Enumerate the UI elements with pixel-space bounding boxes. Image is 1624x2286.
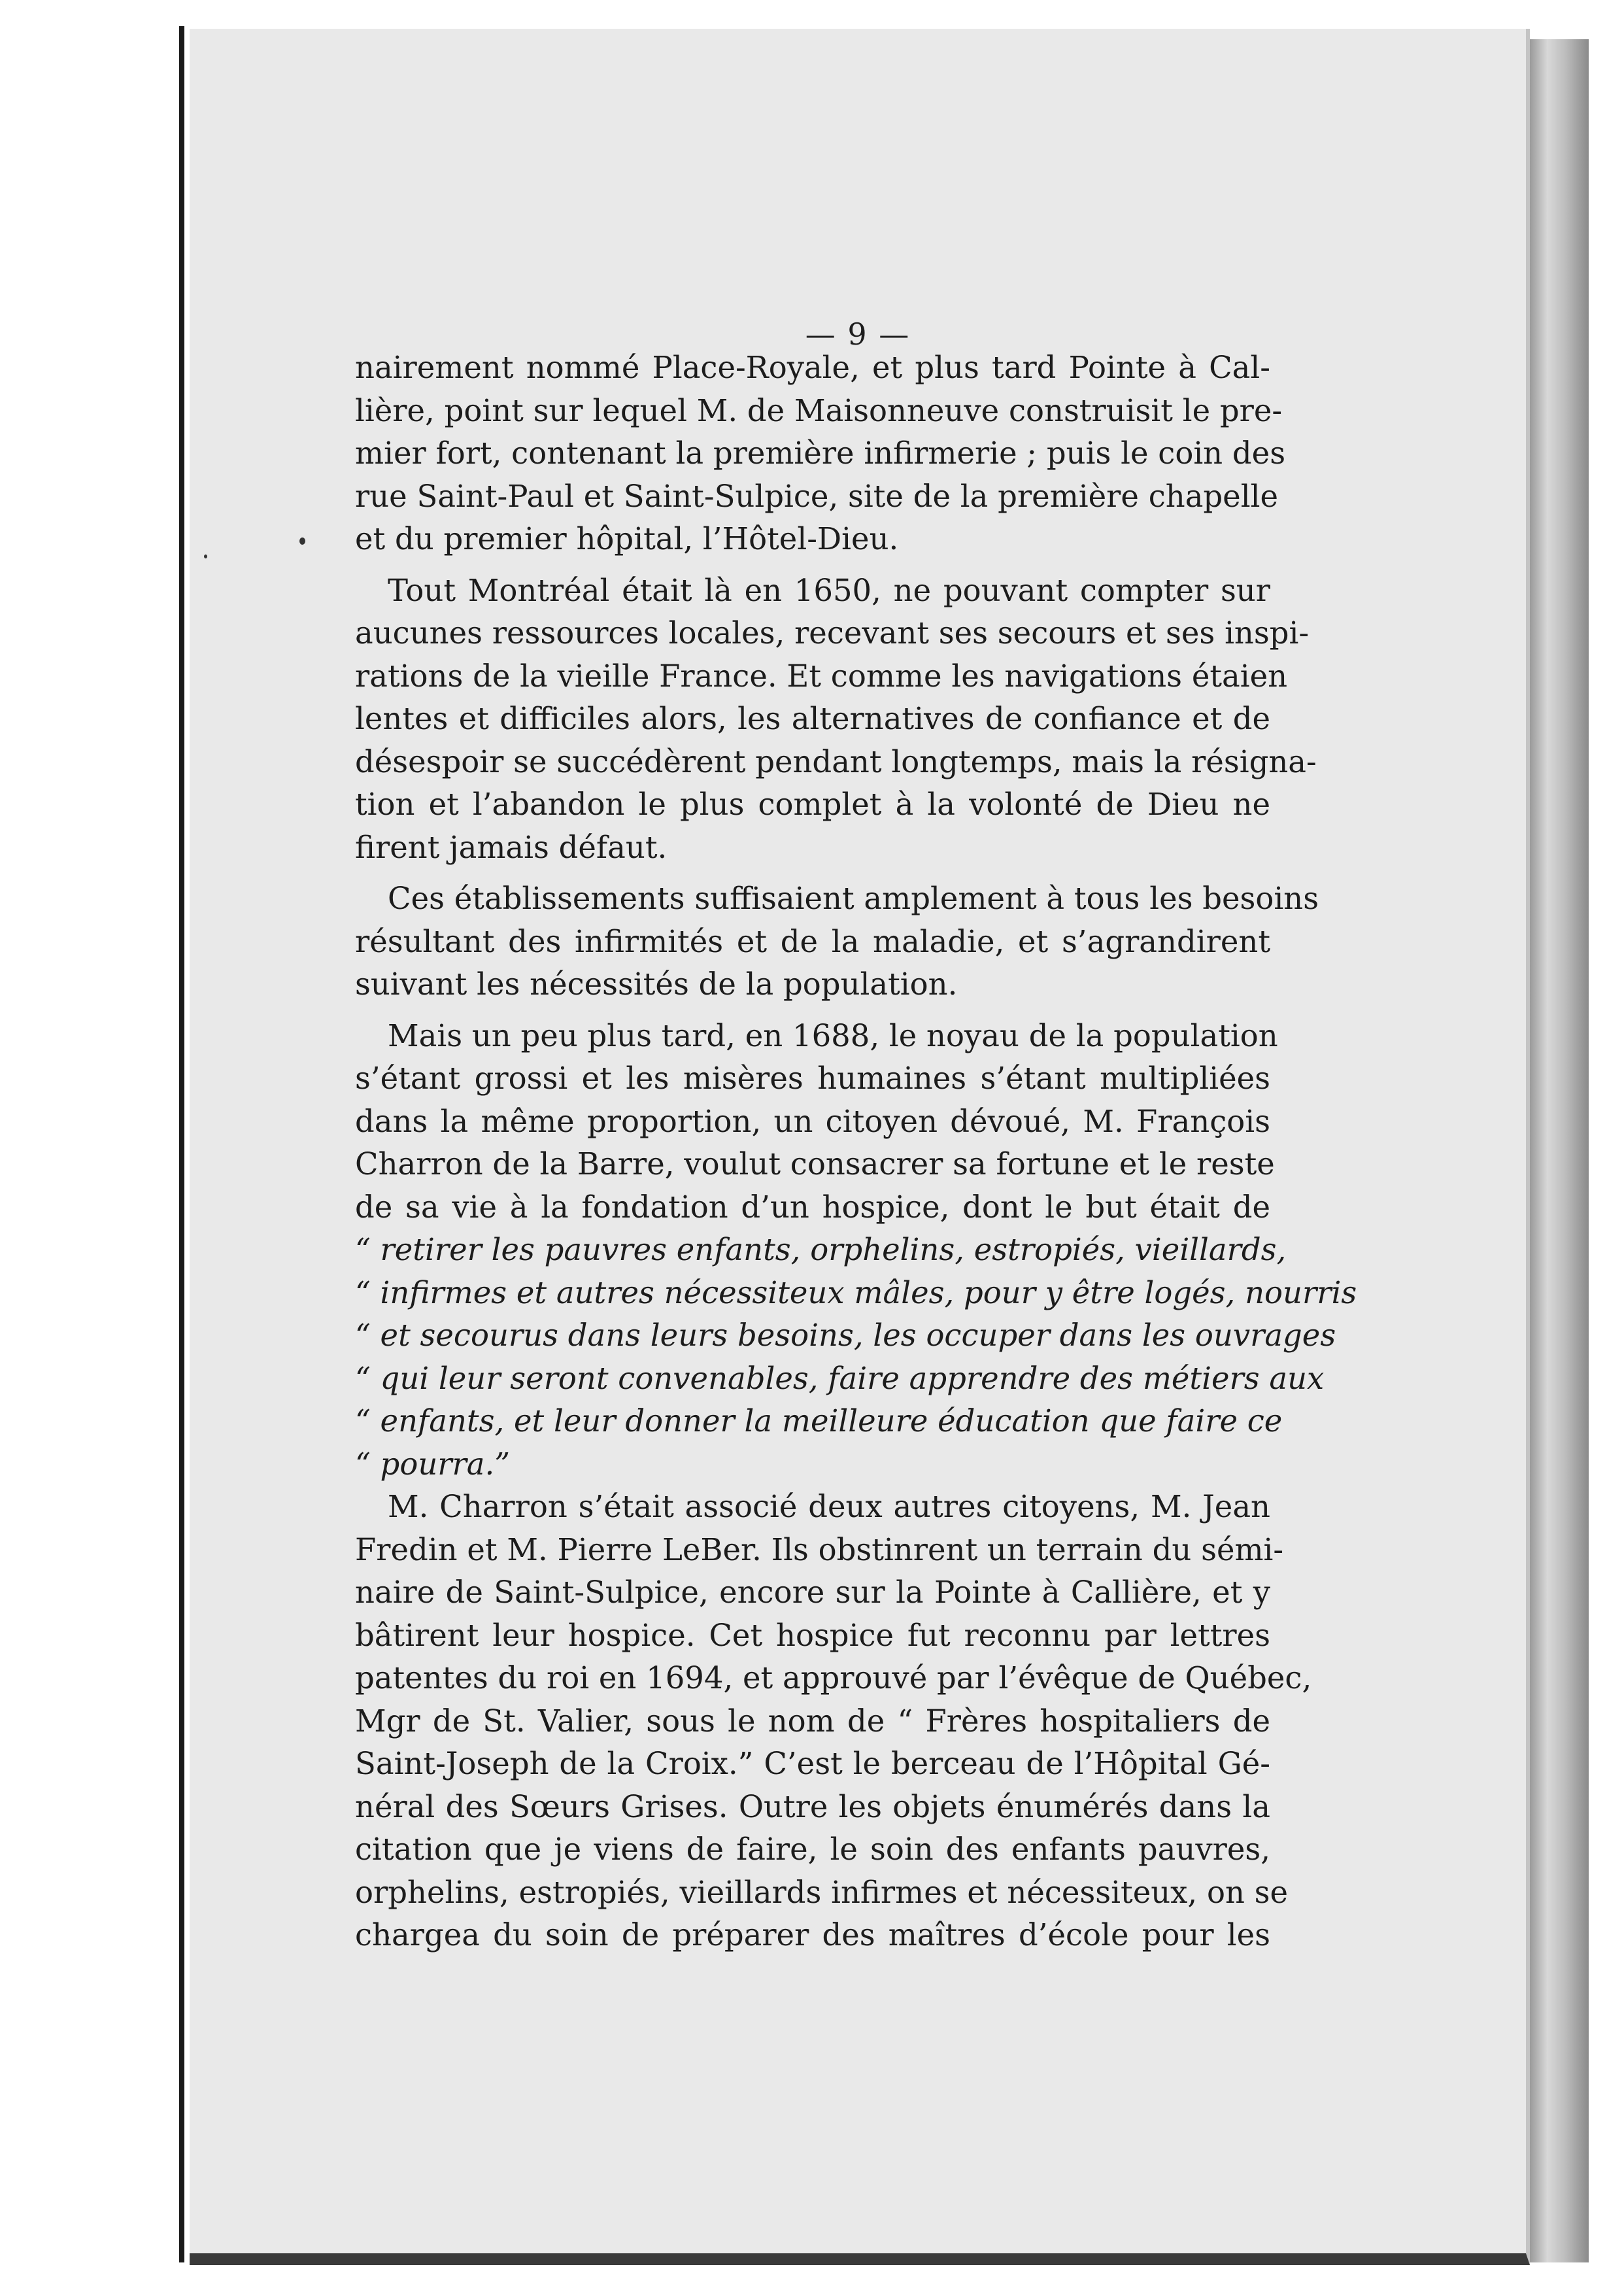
ink-speck: [299, 537, 305, 545]
text-line: mier fort, contenant la première infirmerie ; puis le coin des: [355, 435, 1286, 471]
text-line: rations de la vieille France. Et comme les navigations étaien: [355, 658, 1288, 694]
text-line: bâtirent leur hospice. Cet hospice fut reconnu par lettres: [355, 1617, 1270, 1653]
text-line: M. Charron s’était associé deux autres citoyens, M. Jean: [388, 1489, 1270, 1524]
text-line: désespoir se succédèrent pendant longtemps, mais la résigna-: [355, 743, 1317, 779]
text-line: citation que je viens de faire, le soin des enfants pauvres,: [355, 1832, 1270, 1867]
text-line: rue Saint-Paul et Saint-Sulpice, site de la première chapelle: [355, 478, 1278, 514]
paragraph: [355, 1015, 1357, 1486]
text-line: Charron de la Barre, voulut consacrer sa fortune et le reste: [355, 1146, 1275, 1182]
text-line: dans la même proportion, un citoyen dévoué, M. François: [355, 1103, 1270, 1139]
scan-binding-edge: [179, 26, 184, 2262]
text-line: Mgr de St. Valier, sous le nom de “ Frères hospitaliers de: [355, 1703, 1270, 1739]
quote-line: “ pourra.”: [355, 1446, 510, 1482]
body-text: [355, 347, 1357, 1957]
quote-line: “ et secourus dans leurs besoins, les occuper dans les ouvrages: [355, 1318, 1336, 1353]
paragraph: [355, 1486, 1312, 1957]
paragraph: [355, 347, 1286, 561]
text-line: de sa vie à la fondation d’un hospice, dont le but était de: [355, 1189, 1270, 1225]
text-line: nairement nommé Place-Royale, et plus tard Pointe à Cal-: [355, 350, 1270, 385]
quote-line: “ infirmes et autres nécessiteux mâles, pour y être logés, nourris: [355, 1274, 1357, 1310]
text-line: suivant les nécessités de la population.: [355, 966, 958, 1002]
text-line: lentes et difficiles alors, les alternatives de confiance et de: [355, 701, 1270, 736]
paragraph: [355, 570, 1317, 870]
paragraph: [355, 878, 1319, 1006]
text-line: naire de Saint-Sulpice, encore sur la Pointe à Callière, et y: [355, 1575, 1270, 1610]
text-line: patentes du roi en 1694, et approuvé par l’évêque de Québec,: [355, 1660, 1312, 1696]
text-line: Mais un peu plus tard, en 1688, le noyau de la population: [388, 1017, 1278, 1053]
text-line: tion et l’abandon le plus complet à la volonté de Dieu ne: [355, 787, 1270, 822]
text-line: Fredin et M. Pierre LeBer. Ils obstinrent un terrain du sémi-: [355, 1531, 1284, 1567]
text-line: résultant des infirmités et de la maladie, et s’agrandirent: [355, 923, 1270, 959]
text-line: lière, point sur lequel M. de Maisonneuve construisit le pre-: [355, 392, 1283, 428]
text-line: Ces établissements suffisaient amplement à tous les besoins: [388, 881, 1319, 916]
text-line: Tout Montréal était là en 1650, ne pouvant compter sur: [388, 572, 1270, 608]
text-line: orphelins, estropiés, vieillards infirmes et nécessiteux, on se: [355, 1874, 1289, 1910]
quote-line: “ enfants, et leur donner la meilleure éducation que faire ce: [355, 1403, 1283, 1439]
quotation: [355, 1229, 1357, 1486]
text-line: Saint-Joseph de la Croix.” C’est le berceau de l’Hôpital Gé-: [355, 1746, 1270, 1781]
text-line: et du premier hôpital, l’Hôtel-Dieu.: [355, 521, 899, 556]
scan-margin: [0, 0, 190, 2286]
text-line: néral des Sœurs Grises. Outre les objets énumérés dans la: [355, 1788, 1270, 1824]
text-line: chargea du soin de préparer des maîtres d’école pour les: [355, 1917, 1270, 1953]
text-line: firent jamais défaut.: [355, 829, 668, 865]
quote-line: “ retirer les pauvres enfants, orphelins, estropiés, vieillards,: [355, 1232, 1287, 1267]
text-line: s’étant grossi et les misères humaines s’étant multipliées: [355, 1061, 1270, 1096]
ink-speck: [204, 554, 207, 558]
text-line: aucunes ressources locales, recevant ses secours et ses inspi-: [355, 615, 1310, 651]
page-number: — 9 —: [805, 316, 911, 352]
quote-line: “ qui leur seront convenables, faire apprendre des métiers aux: [355, 1360, 1325, 1396]
page-stack-edge: [1530, 39, 1589, 2262]
